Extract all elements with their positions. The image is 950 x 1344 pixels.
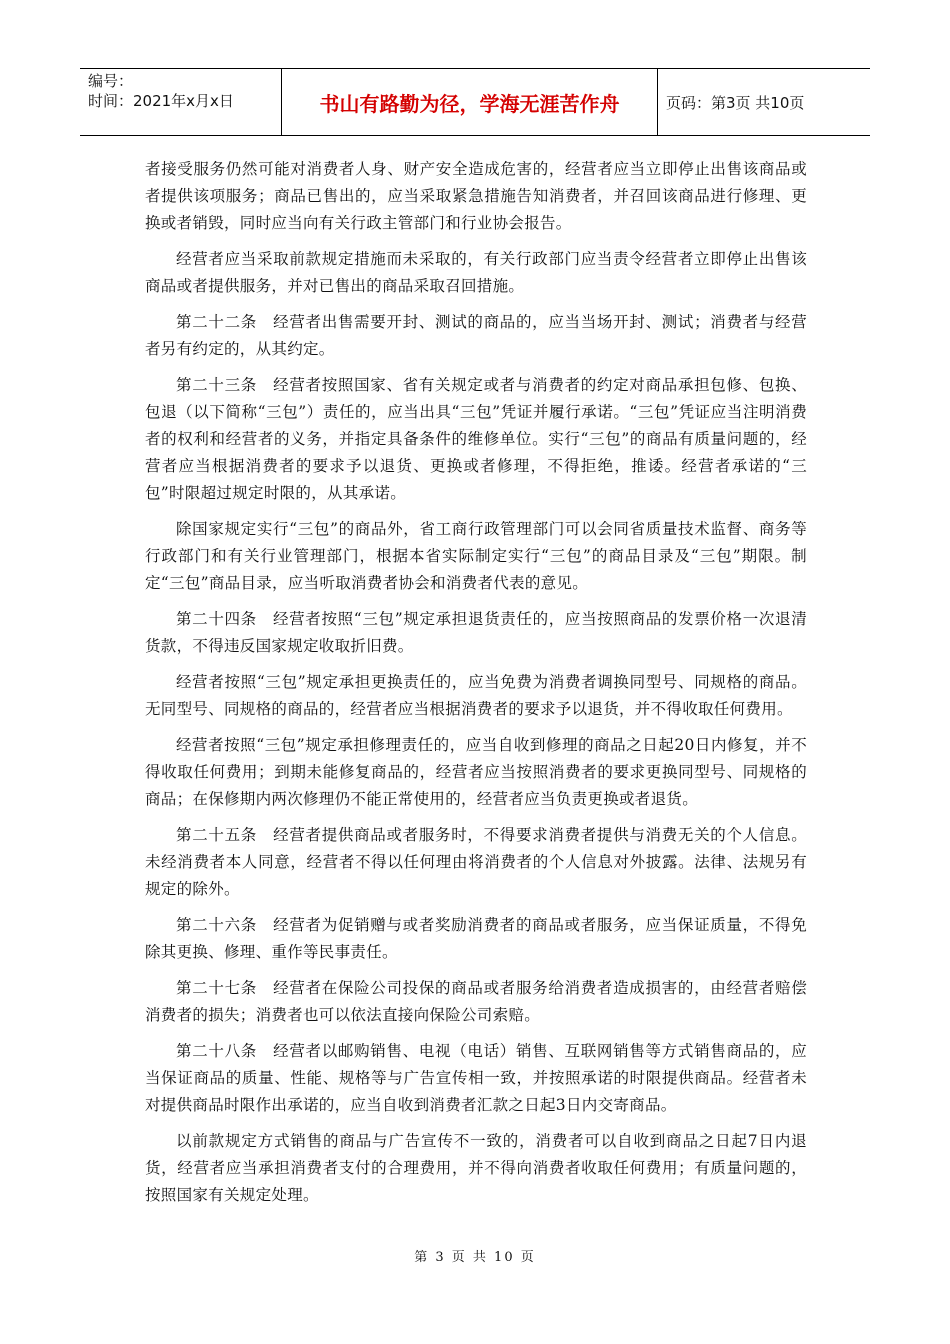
paragraph: 以前款规定方式销售的商品与广告宣传不一致的，消费者可以自收到商品之日起7日内退货，经营者应当承担消费者支付的合理费用，并不得向消费者收取任何费用；有质量问题的，按照国家有关规定处理。 (145, 1132, 807, 1204)
header-page-info: 页码：第3页 共10页 (666, 93, 805, 112)
paragraph: 经营者按照“三包”规定承担更换责任的，应当免费为消费者调换同型号、同规格的商品。无同型号、同规格的商品的，经营者应当根据消费者的要求予以退货，并不得收取任何费用。 (145, 673, 807, 718)
header-motto: 书山有路勤为径，学海无涯苦作舟 (282, 69, 658, 135)
paragraph: 经营者按照“三包”规定承担修理责任的，应当自收到修理的商品之日起20日内修复，并不得收取任何费用；到期未能修复商品的，经营者应当按照消费者的要求更换同型号、同规格的商品；在保修期内两次修理仍不能正常使用的，经营者应当负责更换或者退货。 (145, 736, 807, 808)
paragraph: 第二十六条 经营者为促销赠与或者奖励消费者的商品或者服务，应当保证质量，不得免除其更换、修理、重作等民事责任。 (145, 916, 807, 961)
paragraph: 第二十七条 经营者在保险公司投保的商品或者服务给消费者造成损害的，由经营者赔偿消费者的损失；消费者也可以依法直接向保险公司索赔。 (145, 979, 807, 1024)
document-body (145, 156, 807, 1218)
paragraph: 者接受服务仍然可能对消费者人身、财产安全造成危害的，经营者应当立即停止出售该商品或者提供该项服务；商品已售出的，应当采取紧急措施告知消费者，并召回该商品进行修理、更换或者销毁，同时应当向有关行政主管部门和行业协会报告。 (145, 160, 807, 232)
paragraph: 第二十四条 经营者按照“三包”规定承担退货责任的，应当按照商品的发票价格一次退清货款，不得违反国家规定收取折旧费。 (145, 610, 807, 655)
paragraph: 第二十五条 经营者提供商品或者服务时，不得要求消费者提供与消费无关的个人信息。未经消费者本人同意，经营者不得以任何理由将消费者的个人信息对外披露。法律、法规另有规定的除外。 (145, 826, 807, 898)
page-footer: 第 3 页 共 10 页 (414, 1250, 536, 1265)
paragraph: 第二十八条 经营者以邮购销售、电视（电话）销售、互联网销售等方式销售商品的，应当保证商品的质量、性能、规格等与广告宣传相一致，并按照承诺的时限提供商品。经营者未对提供商品时限作出承诺的，应当自收到消费者汇款之日起3日内交寄商品。 (145, 1042, 807, 1114)
paragraph: 第二十三条 经营者按照国家、省有关规定或者与消费者的约定对商品承担包修、包换、包退（以下简称“三包”）责任的，应当出具“三包”凭证并履行承诺。“三包”凭证应当注明消费者的权利和经营者的义务，并指定具备条件的维修单位。实行“三包”的商品有质量问题的，经营者应当根据消费者的要求予以退货、更换或者修理，不得拒绝，推诿。经营者承诺的“三包”时限超过规定时限的，从其承诺。 (145, 376, 807, 502)
doc-date: 时间：2021年x月x日 (88, 92, 234, 110)
paragraph: 经营者应当采取前款规定措施而未采取的，有关行政部门应当责令经营者立即停止出售该商品或者提供服务，并对已售出的商品采取召回措施。 (145, 250, 807, 295)
page-header (80, 68, 870, 136)
header-meta (80, 69, 282, 135)
paragraph: 第二十二条 经营者出售需要开封、测试的商品的，应当当场开封、测试；消费者与经营者另有约定的，从其约定。 (145, 313, 807, 358)
doc-number: 编号： (88, 72, 134, 90)
paragraph: 除国家规定实行“三包”的商品外，省工商行政管理部门可以会同省质量技术监督、商务等行政部门和有关行业管理部门，根据本省实际制定实行“三包”的商品目录及“三包”期限。制定“三包”商品目录，应当听取消费者协会和消费者代表的意见。 (145, 520, 807, 592)
